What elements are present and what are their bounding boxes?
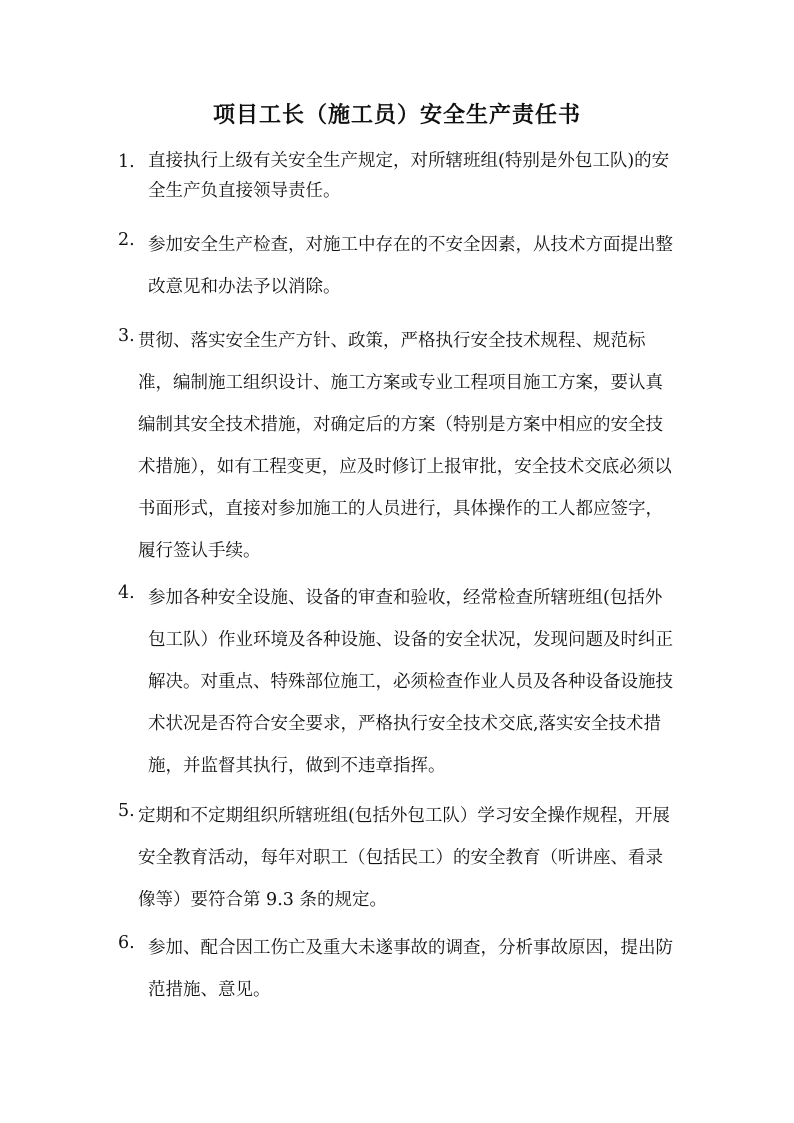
list-item — [118, 146, 678, 206]
list-item — [118, 795, 678, 921]
list-item-text: 参加各种安全设施、设备的审查和验收，经常检查所辖班组(包括外包工队）作业环境及各种设施、设备的安全状况，发现问题及时纠正解决。对重点、特殊部位施工，必须检查作业人员及各种设备设施技术状况是否符合安全要求，严格执行安全技术交底,落实安全技术措施，并监督其执行，做到不违章指挥。 — [148, 588, 673, 776]
list-item-number: 2. — [118, 230, 135, 250]
list-item-text: 参加、配合因工伤亡及重大未遂事故的调查，分析事故原因，提出防范措施、意见。 — [148, 938, 673, 1000]
list-item — [118, 577, 678, 787]
list-item — [118, 320, 678, 572]
list-item — [118, 927, 678, 1011]
document-title: 项目工长（施工员）安全生产责任书 — [212, 102, 581, 128]
list-item-text: 参加安全生产检查，对施工中存在的不安全因素，从技术方面提出整改意见和办法予以消除。 — [148, 235, 673, 297]
list-item-number: 3. — [118, 326, 135, 346]
list-item-text: 定期和不定期组织所辖班组(包括外包工队）学习安全操作规程，开展安全教育活动，每年对职工（包括民工）的安全教育（听讲座、看录像等）要符合第 9.3 条的规定。 — [138, 806, 670, 910]
list-item-text: 贯彻、落实安全生产方针、政策，严格执行安全技术规程、规范标准，编制施工组织设计、施工方案或专业工程项目施工方案，要认真编制其安全技术措施，对确定后的方案（特别是方案中相应的安全技术措施），如有工程变更，应及时修订上报审批，安全技术交底必须以书面形式，直接对参加施工的人员进行，具体操作的工人都应签字，履行签认手续。 — [138, 331, 672, 561]
list-item-text: 直接执行上级有关安全生产规定，对所辖班组(特别是外包工队)的安全生产负直接领导责任。 — [148, 151, 670, 201]
list-item-number: 4. — [118, 583, 135, 603]
list-item — [118, 224, 678, 308]
list-item-number: 1. — [118, 152, 135, 172]
list-item-number: 5. — [118, 801, 135, 821]
list-item-number: 6. — [118, 933, 135, 953]
